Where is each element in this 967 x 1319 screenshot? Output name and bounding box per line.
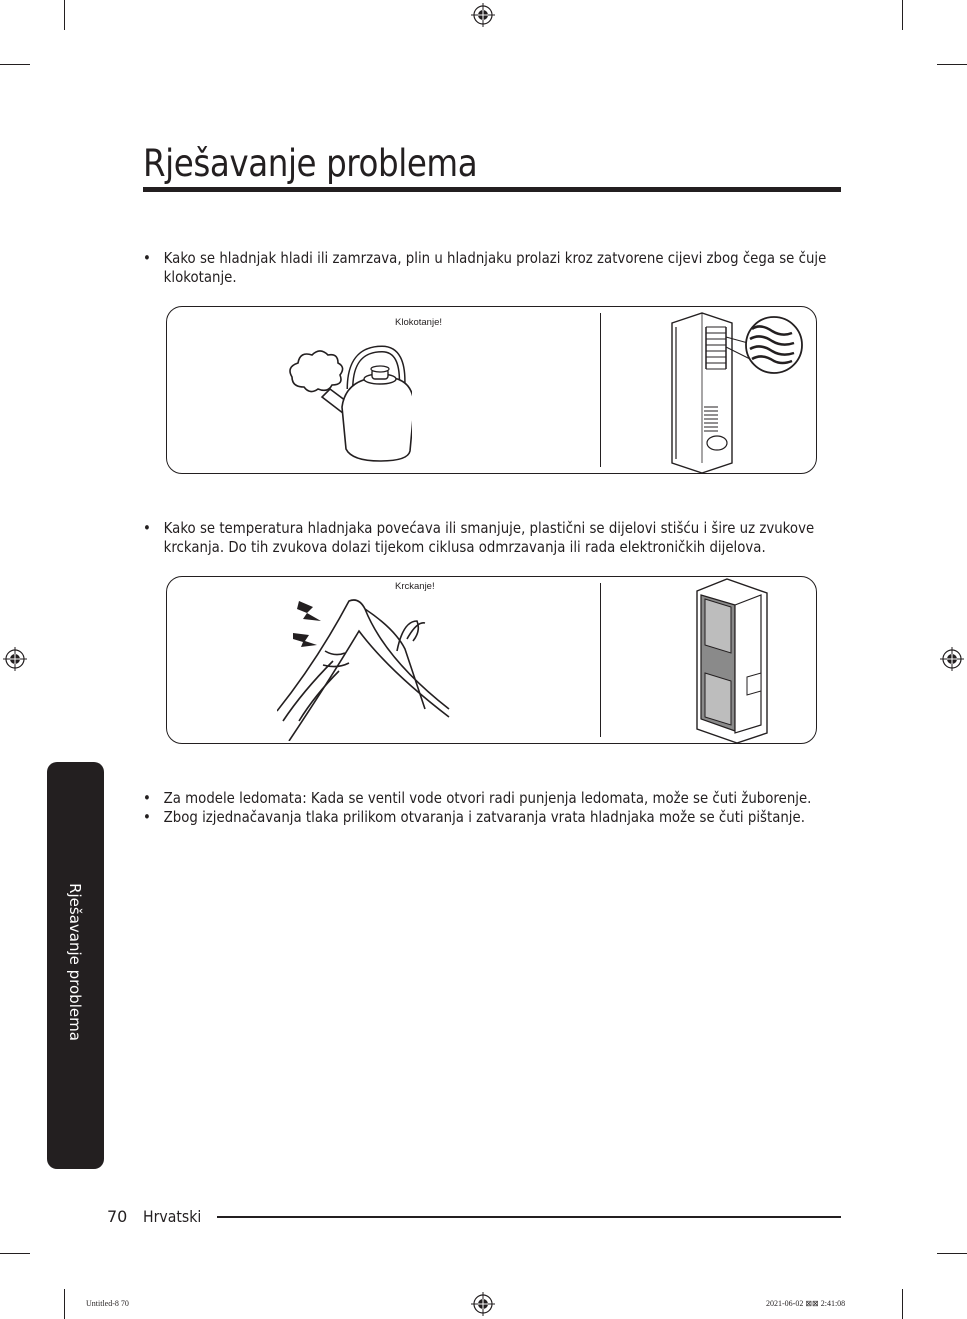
list-item <box>143 519 843 557</box>
section-side-tab <box>47 762 104 1169</box>
illustration-label: Krckanje! <box>395 581 435 592</box>
bullet-list-1 <box>143 249 827 287</box>
list-item <box>143 789 843 808</box>
crop-mark <box>937 64 967 65</box>
side-tab-label: Rješavanje problema <box>66 883 84 1041</box>
kettle-illustration <box>282 337 412 467</box>
bullet-text: Za modele ledomata: Kada se ventil vode otvori radi punjenja ledomata, može se čuti žuborenje. <box>163 789 812 807</box>
illustration-divider <box>600 583 601 737</box>
slug-right: 2021-06-02 ⊠⊠ 2:41:08 <box>766 1299 846 1308</box>
crop-mark <box>64 0 65 30</box>
breaking-branch-illustration <box>277 591 452 741</box>
registration-mark-icon <box>940 647 964 671</box>
list-item <box>143 808 843 827</box>
bullet-list-2 <box>143 519 823 557</box>
registration-mark-icon <box>3 647 27 671</box>
bullet-marker: • <box>143 789 151 807</box>
bullet-marker: • <box>143 519 151 537</box>
illustration-label: Klokotanje! <box>395 317 443 328</box>
title-rule <box>143 187 841 192</box>
registration-mark-icon <box>471 1292 495 1316</box>
footer-rule <box>217 1216 841 1218</box>
illustration-box-gurgling <box>166 306 817 474</box>
page-number: 70 <box>107 1207 128 1226</box>
crop-mark <box>937 1253 967 1254</box>
crop-mark <box>902 0 903 30</box>
bullet-text-continued: klokotanje. <box>163 268 237 286</box>
bullet-text: Kako se temperatura hladnjaka povećava ili smanjuje, plastični se dijelovi stišću i šire uz zvukove <box>163 519 815 537</box>
crop-mark <box>64 1289 65 1319</box>
crop-mark <box>0 64 30 65</box>
bullet-list-3 <box>143 789 823 827</box>
bullet-text: Kako se hladnjak hladi ili zamrzava, plin u hladnjaku prolazi kroz zatvorene cijevi zbog čega se čuje <box>163 249 827 267</box>
page-title: Rješavanje problema <box>143 142 478 185</box>
registration-mark-icon <box>471 3 495 27</box>
list-item <box>143 249 843 287</box>
crop-mark <box>902 1289 903 1319</box>
bullet-marker: • <box>143 249 151 267</box>
illustration-box-cracking <box>166 576 817 744</box>
fridge-coil-illustration <box>662 307 807 473</box>
slug-left: Untitled-8 70 <box>86 1299 129 1308</box>
footer-language: Hrvatski <box>143 1207 202 1226</box>
illustration-divider <box>600 313 601 467</box>
bullet-text-continued: krckanja. Do tih zvukova dolazi tijekom ciklusa odmrzavanja ili rada elektroničkih dijelova. <box>163 538 766 556</box>
crop-mark <box>0 1253 30 1254</box>
fridge-compartment-illustration <box>687 577 777 745</box>
bullet-marker: • <box>143 808 151 826</box>
bullet-text: Zbog izjednačavanja tlaka prilikom otvaranja i zatvaranja vrata hladnjaka može se čuti pištanje. <box>163 808 805 826</box>
